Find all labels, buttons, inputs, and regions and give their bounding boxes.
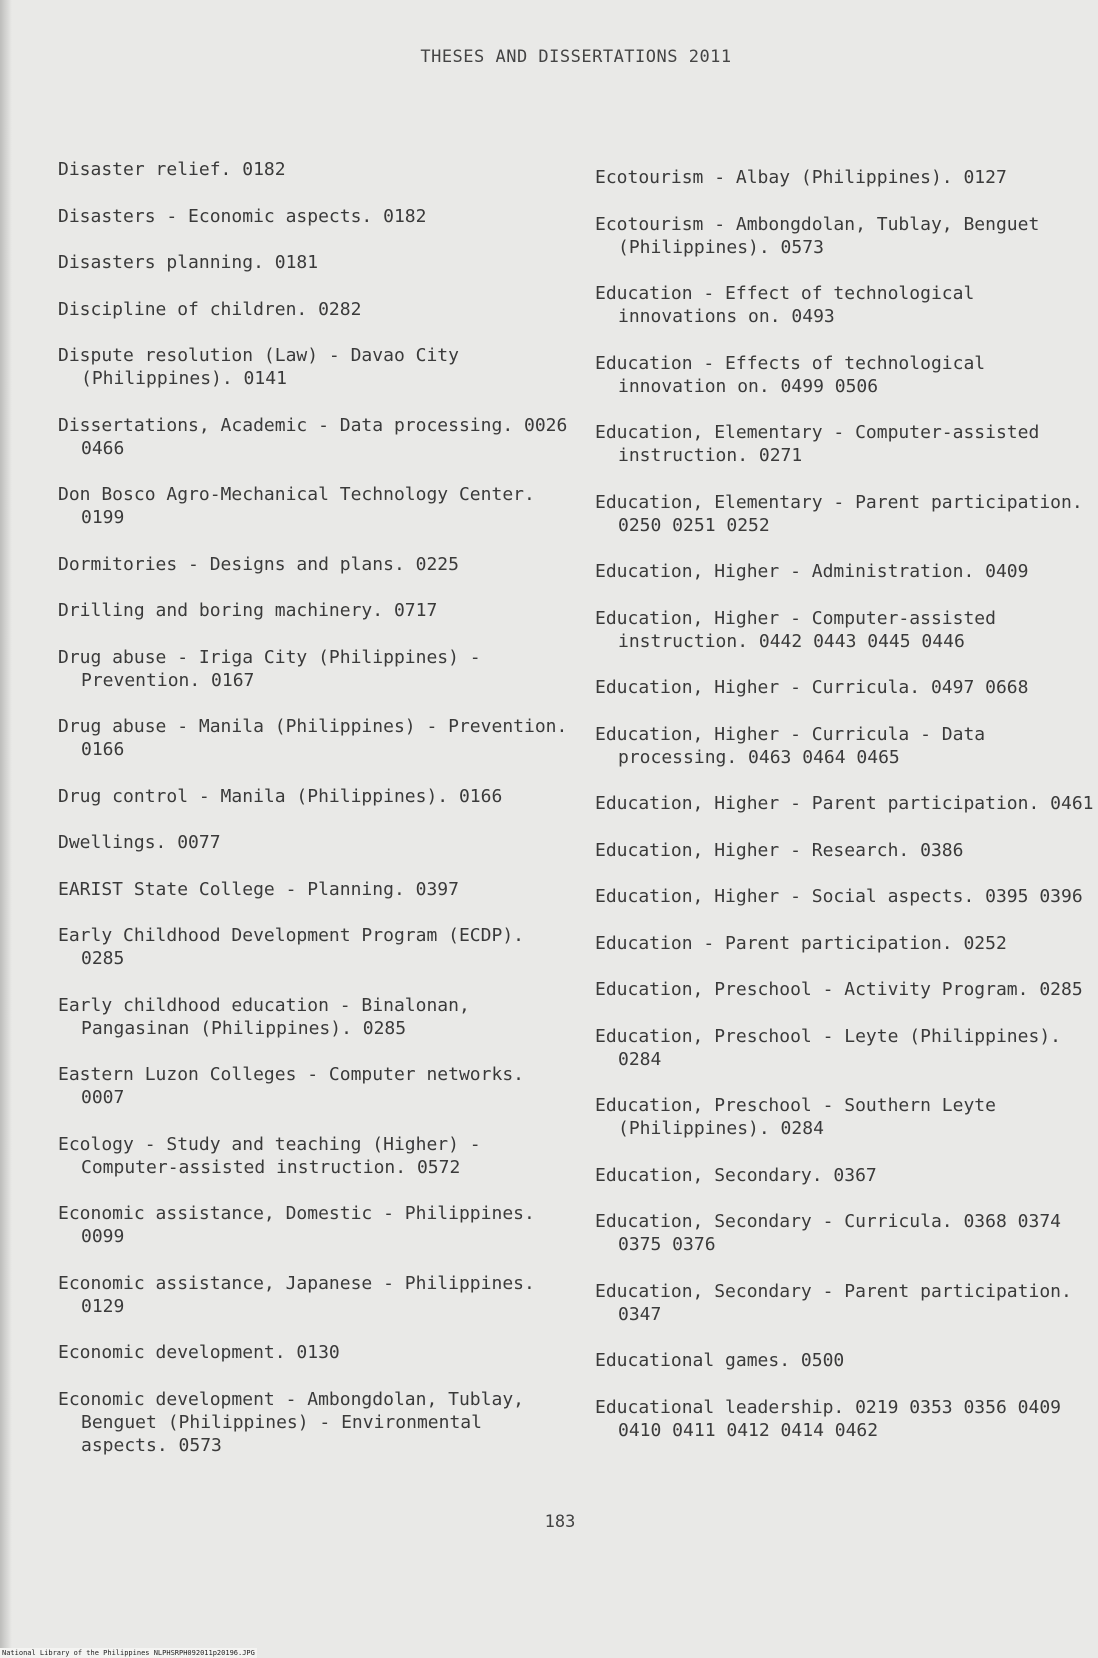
index-entry: Ecotourism - Ambongdolan, Tublay, Benguet (Philippines). 0573 bbox=[595, 213, 1051, 258]
index-entry: Educational games. 0500 bbox=[595, 1350, 845, 1371]
page-number: 183 bbox=[544, 1512, 576, 1532]
index-entry: Early Childhood Development Program (ECDP). 0285 bbox=[58, 925, 535, 969]
running-header: THESES AND DISSERTATIONS 2011 bbox=[420, 47, 732, 67]
index-entry: Disasters - Economic aspects. 0182 bbox=[58, 205, 427, 227]
index-entry: Education, Preschool - Southern Leyte (Philippines). 0284 bbox=[595, 1095, 1007, 1139]
index-entry: Education, Secondary - Parent participation. 0347 bbox=[595, 1280, 1083, 1325]
index-entry: Disaster relief. 0182 bbox=[58, 159, 286, 180]
scan-credit: National Library of the Philippines NLPHSRPH092011p20196.JPG bbox=[2, 1649, 255, 1657]
index-entry: Dissertations, Academic - Data processing. 0026 0466 bbox=[58, 414, 579, 459]
index-entry: Education, Secondary - Curricula. 0368 0374 0375 0376 bbox=[595, 1211, 1072, 1255]
index-entry: EARIST State College - Planning. 0397 bbox=[58, 878, 459, 900]
index-entry: Economic assistance, Domestic - Philippines. 0099 bbox=[58, 1203, 546, 1247]
left-column bbox=[58, 158, 578, 1480]
index-entry: Education, Higher - Curricula - Data processing. 0463 0464 0465 bbox=[595, 723, 996, 768]
right-column bbox=[595, 166, 1095, 1465]
index-entry: Eastern Luzon Colleges - Computer networks. 0007 bbox=[58, 1064, 535, 1108]
index-entry: Discipline of children. 0282 bbox=[58, 298, 362, 320]
index-entry: Don Bosco Agro-Mechanical Technology Center. 0199 bbox=[58, 484, 546, 528]
index-entry: Economic development - Ambongdolan, Tublay, Benguet (Philippines) - Environmental aspects. 0573 bbox=[58, 1388, 535, 1456]
index-entry: Education - Effect of technological innovations on. 0493 bbox=[595, 283, 986, 327]
index-entry: Education - Effects of technological innovation on. 0499 0506 bbox=[595, 352, 996, 397]
index-entry: Education, Higher - Computer-assisted instruction. 0442 0443 0445 0446 bbox=[595, 607, 1007, 652]
index-entry: Education, Elementary - Parent participation. 0250 0251 0252 bbox=[595, 491, 1094, 536]
page-binding-edge bbox=[0, 0, 12, 1658]
index-entry: Ecotourism - Albay (Philippines). 0127 bbox=[595, 167, 1007, 188]
index-entry: Drilling and boring machinery. 0717 bbox=[58, 600, 438, 621]
index-entry: Education, Preschool - Leyte (Philippines). 0284 bbox=[595, 1025, 1072, 1070]
index-entry: Education, Higher - Curricula. 0497 0668 bbox=[595, 677, 1029, 698]
index-entry: Educational leadership. 0219 0353 0356 0409 0410 0411 0412 0414 0462 bbox=[595, 1396, 1072, 1441]
index-entry: Education - Parent participation. 0252 bbox=[595, 932, 1007, 954]
index-entry: Dwellings. 0077 bbox=[58, 832, 221, 853]
index-entry: Dispute resolution (Law) - Davao City (Philippines). 0141 bbox=[58, 345, 470, 389]
index-entry: Early childhood education - Binalonan, Pangasinan (Philippines). 0285 bbox=[58, 994, 481, 1039]
index-entry: Economic assistance, Japanese - Philippines. 0129 bbox=[58, 1272, 546, 1317]
index-entry: Drug control - Manila (Philippines). 0166 bbox=[58, 785, 503, 807]
index-entry: Disasters planning. 0181 bbox=[58, 252, 319, 273]
index-entry: Education, Higher - Social aspects. 0395 0396 bbox=[595, 886, 1083, 907]
index-entry: Education, Elementary - Computer-assisted instruction. 0271 bbox=[595, 422, 1051, 466]
index-entry: Ecology - Study and teaching (Higher) - Computer-assisted instruction. 0572 bbox=[58, 1133, 492, 1178]
index-entry: Dormitories - Designs and plans. 0225 bbox=[58, 553, 459, 575]
index-entry: Education, Higher - Research. 0386 bbox=[595, 839, 964, 861]
index-entry: Economic development. 0130 bbox=[58, 1342, 340, 1363]
index-entry: Drug abuse - Iriga City (Philippines) - Prevention. 0167 bbox=[58, 646, 492, 691]
index-entry: Education, Higher - Parent participation. 0461 bbox=[595, 793, 1094, 814]
index-entry: Education, Preschool - Activity Program. 0285 bbox=[595, 979, 1083, 1000]
index-entry: Education, Secondary. 0367 bbox=[595, 1164, 877, 1186]
index-entry: Education, Higher - Administration. 0409 bbox=[595, 561, 1029, 582]
index-entry: Drug abuse - Manila (Philippines) - Prevention. 0166 bbox=[58, 716, 579, 760]
